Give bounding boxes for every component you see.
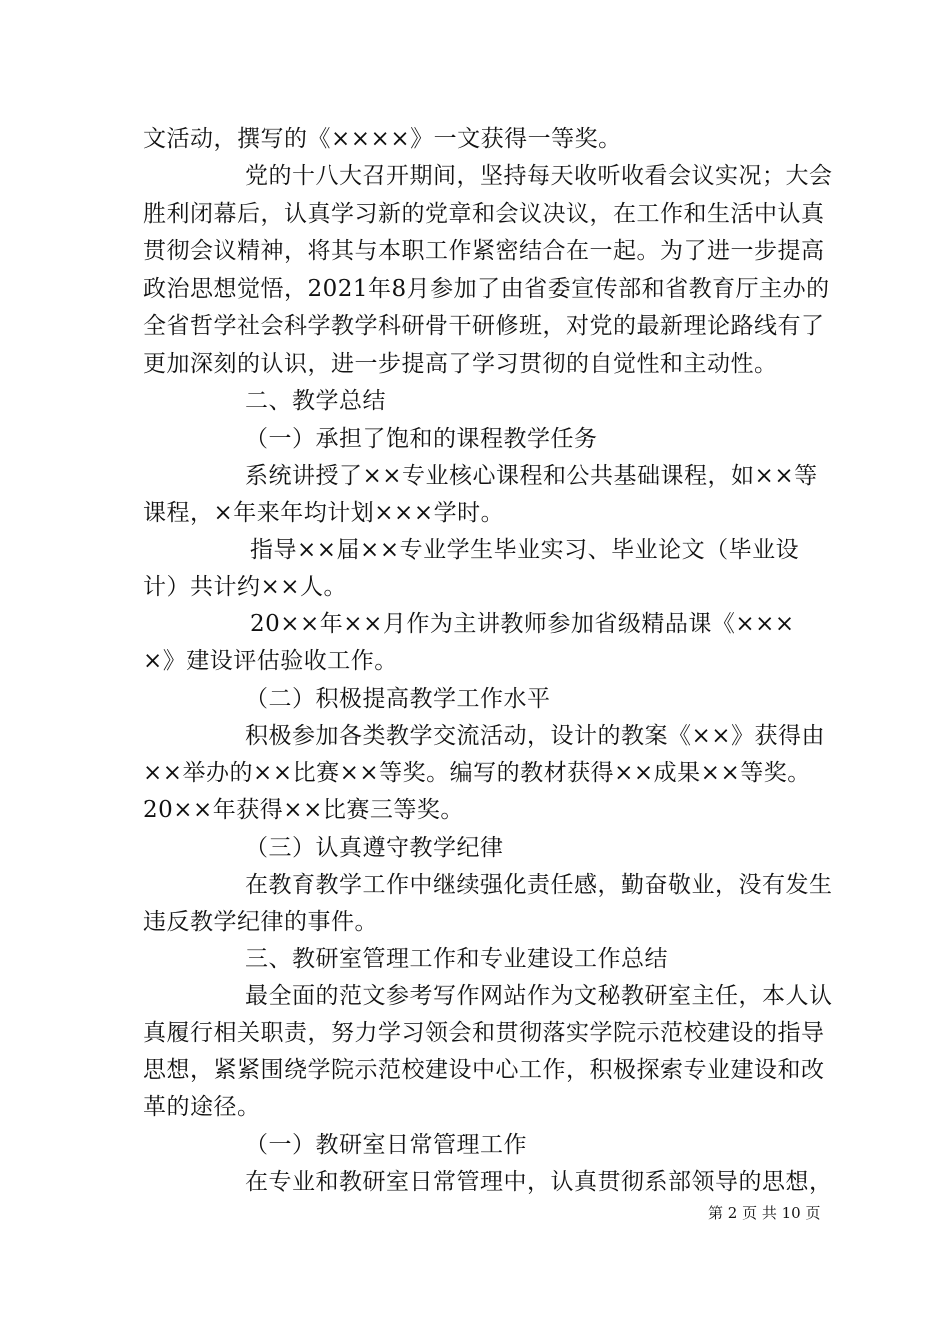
subsection-heading: （一）承担了饱和的课程教学任务 (245, 426, 598, 452)
text-line: 20××年××月作为主讲教师参加省级精品课《××× (250, 611, 795, 637)
section-heading: 二、教学总结 (245, 388, 386, 414)
subsection-heading: （三）认真遵守教学纪律 (245, 835, 504, 861)
text-line: 指导××届××专业学生毕业实习、毕业论文（毕业设 (250, 537, 800, 563)
text-line: 文活动，撰写的《××××》一文获得一等奖。 (143, 126, 622, 152)
text-line: 思想，紧紧围绕学院示范校建设中心工作，积极探索专业建设和改 (143, 1057, 825, 1083)
text-line: 全省哲学社会科学教学科研骨干研修班，对党的最新理论路线有了 (143, 313, 825, 339)
subsection-heading: （二）积极提高教学工作水平 (245, 686, 551, 712)
text-line: 计）共计约××人。 (143, 574, 348, 600)
text-line: 积极参加各类教学交流活动，设计的教案《××》获得由 (245, 723, 826, 749)
text-line: 更加深刻的认识，进一步提高了学习贯彻的自觉性和主动性。 (143, 351, 778, 377)
text-line: 政治思想觉悟，2021年8月参加了由省委宣传部和省教育厅主办的 (143, 276, 830, 302)
text-line: 20××年获得××比赛三等奖。 (143, 797, 464, 823)
section-heading: 三、教研室管理工作和专业建设工作总结 (245, 946, 668, 972)
text-line: 真履行相关职责，努力学习领会和贯彻落实学院示范校建设的指导 (143, 1020, 825, 1046)
text-line: 系统讲授了××专业核心课程和公共基础课程，如××等 (245, 463, 818, 489)
text-line: ×》建设评估验收工作。 (143, 648, 398, 674)
text-line: 革的途径。 (143, 1094, 261, 1120)
text-line: 违反教学纪律的事件。 (143, 909, 378, 935)
subsection-heading: （一）教研室日常管理工作 (245, 1132, 527, 1158)
text-line: 胜利闭幕后，认真学习新的党章和会议决议，在工作和生活中认真 (143, 201, 825, 227)
text-line: 贯彻会议精神，将其与本职工作紧密结合在一起。为了进一步提高 (143, 238, 825, 264)
text-line: 在专业和教研室日常管理中，认真贯彻系部领导的思想， (245, 1169, 833, 1195)
page-number-footer: 第 2 页 共 10 页 (708, 1204, 821, 1222)
text-line: 在教育教学工作中继续强化责任感，勤奋敬业，没有发生 (245, 872, 833, 898)
text-line: 最全面的范文参考写作网站作为文秘教研室主任，本人认 (245, 983, 833, 1009)
text-line: 课程，×年来年均计划×××学时。 (143, 500, 505, 526)
text-line: 党的十八大召开期间，坚持每天收听收看会议实况；大会 (245, 163, 833, 189)
text-line: ××举办的××比赛××等奖。编写的教材获得××成果××等奖。 (143, 760, 811, 786)
